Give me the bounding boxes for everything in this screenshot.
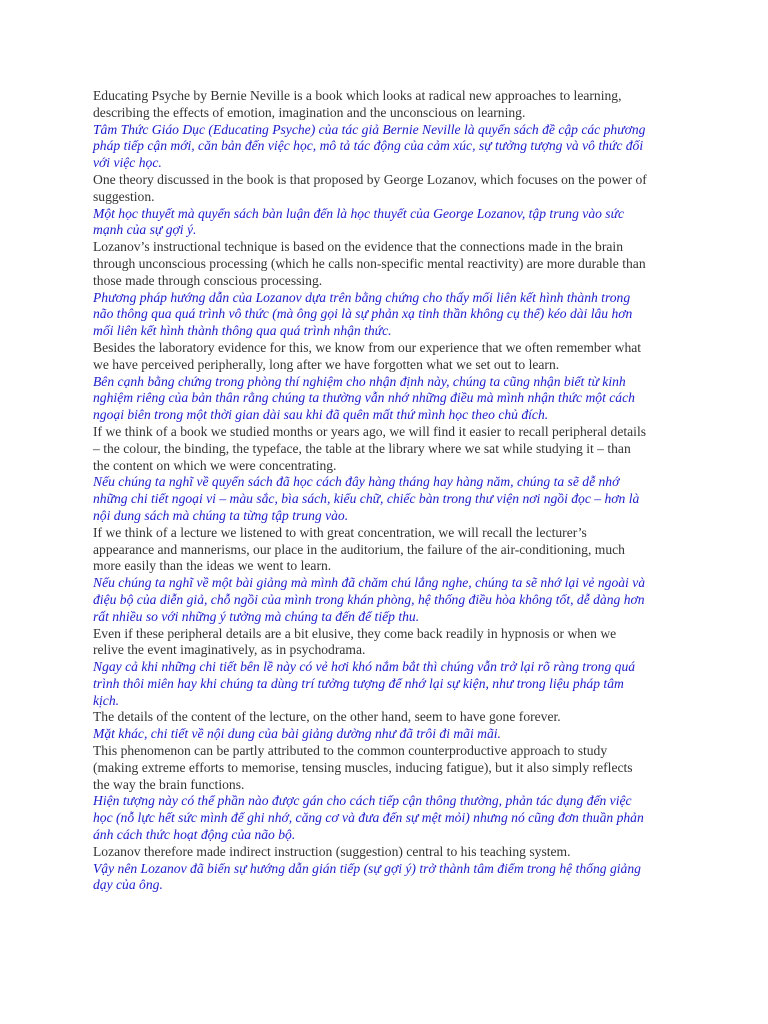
paragraph-vietnamese: Bên cạnh bằng chứng trong phòng thí nghiệm cho nhận định này, chúng ta cũng nhận biết từ kinh nghiệm riêng của bản thân rằng chúng ta thường vẫn nhớ những điều mà mình nhận thức một cách ngoại biên trong một thời gian dài sau khi đã quên mất thứ mình học theo chủ đích. [93, 373, 635, 423]
paragraph-vietnamese: Nếu chúng ta nghĩ về một bài giảng mà mình đã chăm chú lắng nghe, chúng ta sẽ nhớ lại vẻ ngoài và điệu bộ của diễn giả, chỗ ngồi của mình trong khán phòng, hệ thống điều hòa không tốt, dễ dàng hơn rất nhiều so với những ý tưởng mà chúng ta đến để tiếp thu. [93, 575, 646, 624]
paragraph-english: Lozanov’s instructional technique is based on the evidence that the connections made in the brain through unconscious processing (which he calls non-specific mental reactivity) are more durable than those made through conscious processing. [93, 239, 646, 288]
paragraph-vietnamese: Ngay cả khi những chi tiết bên lề này có vẻ hơi khó nắm bắt thì chúng vẫn trở lại rõ ràng trong quá trình thôi miên hay khi chúng ta dùng trí tưởng tượng để nhớ lại sự kiện, như trong liệu pháp tâm kịch. [93, 659, 636, 708]
paragraph-vietnamese: Mặt khác, chi tiết về nội dung của bài giảng dường như đã trôi đi mãi mãi. [93, 726, 501, 742]
paragraph-english: Even if these peripheral details are a bit elusive, they come back readily in hypnosis or when we relive the event imaginatively, as in psychodrama. [93, 625, 617, 658]
paragraph-english: If we think of a book we studied months or years ago, we will find it easier to recall peripheral details – the colour, the binding, the typeface, the table at the library where we sat while studying it – than the content on which we were concentrating. [93, 423, 647, 473]
paragraph-vietnamese: Một học thuyết mà quyển sách bàn luận đến là học thuyết của George Lozanov, tập trung vào sức mạnh của sự gợi ý. [93, 205, 625, 238]
paragraph-english: Lozanov therefore made indirect instruction (suggestion) central to his teaching system. [93, 843, 571, 859]
paragraph-english: Educating Psyche by Bernie Neville is a book which looks at radical new approaches to learning, describing the effects of emotion, imagination and the unconscious on learning. [93, 88, 622, 120]
paragraph-vietnamese: Phương pháp hướng dẫn của Lozanov dựa trên bằng chứng cho thấy mối liên kết hình thành trong não thông qua quá trình vô thức (mà ông gọi là sự phản xạ tinh thần không cụ thể) kéo dài lâu hơn mối liên kết hình thành thông qua quá trình nhận thức. [93, 289, 633, 339]
paragraph-english: One theory discussed in the book is that proposed by George Lozanov, which focuses on the power of suggestion. [93, 171, 647, 204]
paragraph-vietnamese: Nếu chúng ta nghĩ về quyển sách đã học cách đây hàng tháng hay hàng năm, chúng ta sẽ dễ nhớ những chi tiết ngoại vi – màu sắc, bìa sách, kiểu chữ, chiếc bàn trong thư viện nơi ngồi đọc – hơn là nội dung sách mà chúng ta từng tập trung vào. [93, 474, 640, 523]
paragraph-english: The details of the content of the lecture, on the other hand, seem to have gone forever. [93, 709, 561, 725]
paragraph-english: If we think of a lecture we listened to with great concentration, we will recall the lecturer’s appearance and mannerisms, our place in the auditorium, the failure of the air-conditioning, much more easily than the ideas we went to learn. [93, 524, 625, 574]
paragraph-vietnamese: Vậy nên Lozanov đã biến sự hướng dẫn gián tiếp (sự gợi ý) trở thành tâm điểm trong hệ thống giảng dạy của ông. [93, 860, 641, 893]
paragraph-english: Besides the laboratory evidence for this, we know from our experience that we often remember what we have perceived peripherally, long after we have forgotten what we set out to learn. [93, 339, 642, 372]
paragraph-english: This phenomenon can be partly attributed to the common counterproductive approach to study (making extreme efforts to memorise, tensing muscles, inducing fatigue), but it also simply reflects the way the brain functions. [93, 743, 633, 792]
document-body [93, 88, 648, 894]
paragraph-vietnamese: Hiện tượng này có thể phần nào được gán cho cách tiếp cận thông thường, phản tác dụng đến việc học (nỗ lực hết sức mình để ghi nhớ, căng cơ và đưa đến sự mệt mỏi) nhưng nó cũng đơn thuần phản ánh cách thức hoạt động của não bộ. [93, 793, 644, 843]
paragraph-vietnamese: Tâm Thức Giáo Dục (Educating Psyche) của tác giả Bernie Neville là quyển sách đề cập các phương pháp tiếp cận mới, căn bản đến việc học, mô tả tác động của cảm xúc, sự tưởng tượng và vô thức đối với việc học. [93, 121, 646, 171]
